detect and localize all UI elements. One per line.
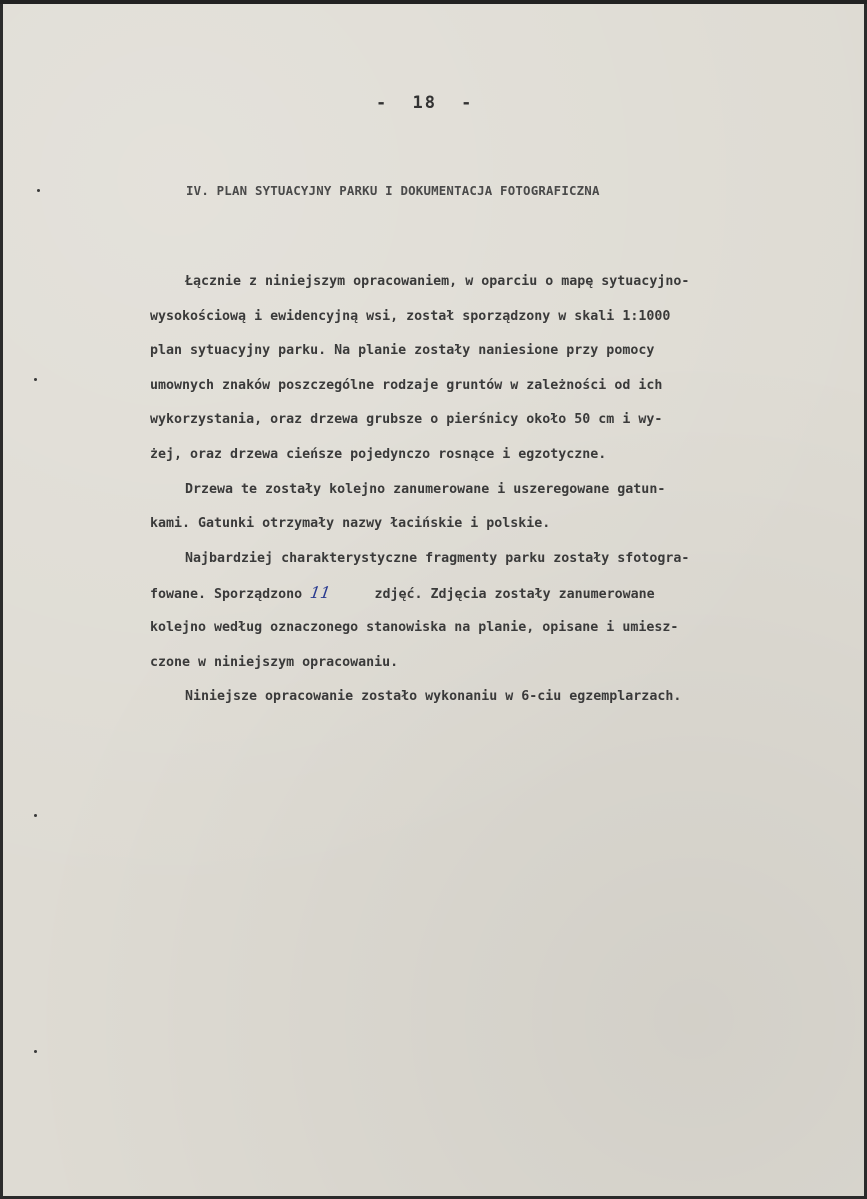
section-heading: IV. PLAN SYTUACYJNY PARKU I DOKUMENTACJA FOTOGRAFICZNA <box>186 183 600 198</box>
margin-mark <box>37 189 40 192</box>
paragraph-line: plan sytuacyjny parku. Na planie zostały naniesione przy pomocy <box>150 343 655 359</box>
body-text <box>150 265 840 715</box>
paragraph-line: Najbardziej charakterystyczne fragmenty parku zostały sfotogra- <box>185 550 690 566</box>
margin-mark <box>34 1050 37 1053</box>
paragraph-line: wysokościową i ewidencyjną wsi, został sporządzony w skali 1:1000 <box>150 308 671 324</box>
margin-mark <box>34 814 37 817</box>
paragraph-line: czone w niniejszym opracowaniu. <box>150 654 399 670</box>
paragraph-line: umownych znaków poszczególne rodzaje gruntów w zależności od ich <box>150 377 663 393</box>
scan-left-edge <box>0 8 3 1198</box>
paragraph-line: Drzewa te zostały kolejno zanumerowane i uszeregowane gatun- <box>185 481 666 497</box>
line-segment: fowane. Sporządzono <box>150 587 303 603</box>
paragraph-line: kami. Gatunki otrzymały nazwy łacińskie i polskie. <box>150 516 551 532</box>
paragraph-line <box>150 576 840 611</box>
line-segment: zdjęć. Zdjęcia zostały zanumerowane <box>374 587 655 603</box>
scan-top-edge <box>0 0 867 4</box>
page-number: - 18 - <box>376 93 474 113</box>
handwritten-photo-count: 11 <box>308 583 332 603</box>
paragraph-line: Niniejsze opracowanie zostało wykonaniu w 6-ciu egzemplarzach. <box>185 689 682 705</box>
paragraph-line: kolejno według oznaczonego stanowiska na planie, opisane i umiesz- <box>150 619 679 635</box>
margin-mark <box>34 378 37 381</box>
paragraph-line: Łącznie z niniejszym opracowaniem, w oparciu o mapę sytuacyjno- <box>185 274 690 289</box>
paragraph-line: wykorzystania, oraz drzewa grubsze o pierśnicy około 50 cm i wy- <box>150 412 663 428</box>
paragraph-line: żej, oraz drzewa cieńsze pojedynczo rosnące i egzotyczne. <box>150 446 607 462</box>
